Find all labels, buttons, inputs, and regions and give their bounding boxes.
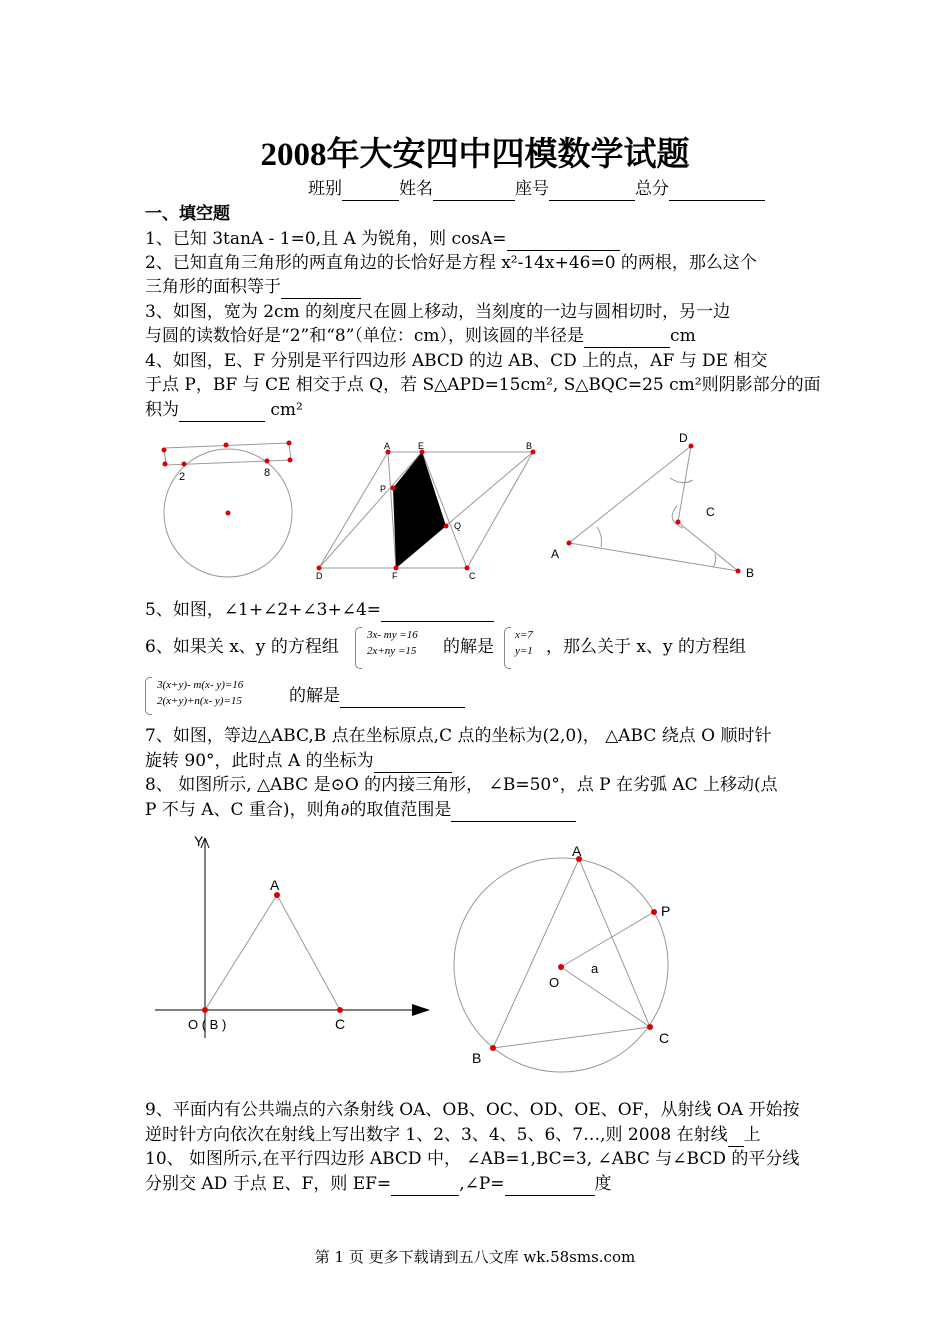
question-2-line1: 2、已知直角三角形的两直角边的长恰好是方程 x²-14x+46=0 的两根，那么这个 <box>145 253 757 273</box>
label-D: D <box>316 571 323 581</box>
question-6-line2: 的解是 <box>289 685 465 708</box>
question-6-solution-label: 的解是 <box>443 637 494 657</box>
question-8-line1: 8、 如图所示, △ABC 是⊙O 的内接三角形， ∠B=50°，点 P 在劣弧 AC 上移动(点 <box>145 775 778 795</box>
label-P: P <box>380 484 387 494</box>
question-6-continue: ，那么关于 x、y 的方程组 <box>546 637 746 657</box>
label-8: 8 <box>264 467 271 479</box>
total-field <box>669 182 765 201</box>
seat-field <box>549 182 635 201</box>
label-2: 2 <box>179 471 186 483</box>
section-heading: 一、填空题 <box>145 204 230 224</box>
equation-system-1: 3x- my =16 2x+ny =15 <box>355 627 440 667</box>
label-E: E <box>418 441 425 451</box>
question-10-line2: 分别交 AD 于点 E、F，则 EF= ,∠P= 度 <box>145 1174 612 1194</box>
question-10-line1: 10、 如图所示,在平行四边形 ABCD 中， ∠AB=1,BC=3, ∠ABC 与∠BCD 的平分线 <box>145 1149 800 1169</box>
label-OB: O ( B ) <box>188 1017 227 1032</box>
label-A: A <box>384 441 391 451</box>
label-D: D <box>679 431 688 445</box>
question-4-line3: 积为 cm² <box>145 400 303 420</box>
question-8-line2: P 不与 A、C 重合)，则角∂的取值范围是 <box>145 799 576 822</box>
label-A: A <box>551 547 560 561</box>
name-label: 姓名 <box>399 179 433 199</box>
question-3-line1: 3、如图，宽为 2cm 的刻度尺在圆上移动，当刻度的一边与圆相切时，另一边 <box>145 302 731 322</box>
question-7-line2: 旋转 90°，此时点 A 的坐标为 <box>145 750 452 773</box>
page-footer: 第 1 页 更多下载请到五八文库 wk.58sms.com <box>314 1248 636 1266</box>
label-C: C <box>469 571 476 581</box>
question-5: 5、如图，∠1+∠2+∠3+∠4= <box>145 599 494 622</box>
name-field <box>433 182 515 201</box>
class-label: 班别 <box>308 179 342 199</box>
page-title: 2008年大安四中四模数学试题 <box>260 137 690 173</box>
question-4-line2: 于点 P，BF 与 CE 相交于点 Q，若 S△APD=15cm², S△BQC=25 cm²则阴影部分的面 <box>145 375 821 395</box>
seat-label: 座号 <box>515 179 549 199</box>
label-F: F <box>392 571 398 581</box>
label-a: a <box>591 961 599 976</box>
label-B: B <box>746 566 755 580</box>
label-B: B <box>526 441 533 451</box>
label-C: C <box>335 1016 346 1032</box>
label-Y: Y <box>194 833 204 849</box>
student-info-header <box>308 178 765 201</box>
label-O: O <box>549 975 560 990</box>
label-C: C <box>659 1030 670 1046</box>
question-9-line1: 9、平面内有公共端点的六条射线 OA、OB、OC、OD、OE、OF，从射线 OA 开始按 <box>145 1100 800 1120</box>
equation-system-2: 3(x+y)- m(x- y)=16 2(x+y)+n(x- y)=15 <box>145 677 285 713</box>
parallelogram-figure <box>310 437 545 585</box>
angles-figure <box>545 428 770 583</box>
question-9-line2: 逆时针方向依次在射线上写出数字 1、2、3、4、5、6、7…,则 2008 在射线 上 <box>145 1125 761 1145</box>
label-Q: Q <box>454 521 462 531</box>
question-4-line1: 4、如图，E、F 分别是平行四边形 ABCD 的边 AB、CD 上的点，AF 与 DE 相交 <box>145 351 768 371</box>
question-7-line1: 7、如图，等边△ABC,B 点在坐标原点,C 点的坐标为(2,0)， △ABC 绕点 O 顺时针 <box>145 726 772 746</box>
question-2-line2: 三角形的面积等于 <box>145 276 361 299</box>
class-field <box>342 182 399 201</box>
total-label: 总分 <box>635 179 669 199</box>
label-A: A <box>572 843 582 859</box>
coordinate-triangle-figure <box>150 828 440 1043</box>
question-6-line1: 6、如果关 x、y 的方程组 <box>145 637 339 657</box>
label-C: C <box>706 505 715 519</box>
ruler-circle-figure <box>150 432 310 587</box>
question-3-line2: 与圆的读数恰好是“2”和“8”（单位：cm），则该圆的半径是 cm <box>145 326 696 346</box>
inscribed-triangle-figure <box>445 840 685 1075</box>
label-B: B <box>472 1050 482 1066</box>
solution-system: x=7 y=1 <box>504 627 544 667</box>
label-A: A <box>270 877 280 893</box>
label-P: P <box>661 903 671 919</box>
question-1: 1、已知 3tanA - 1=0,且 A 为锐角，则 cosA= <box>145 228 620 251</box>
